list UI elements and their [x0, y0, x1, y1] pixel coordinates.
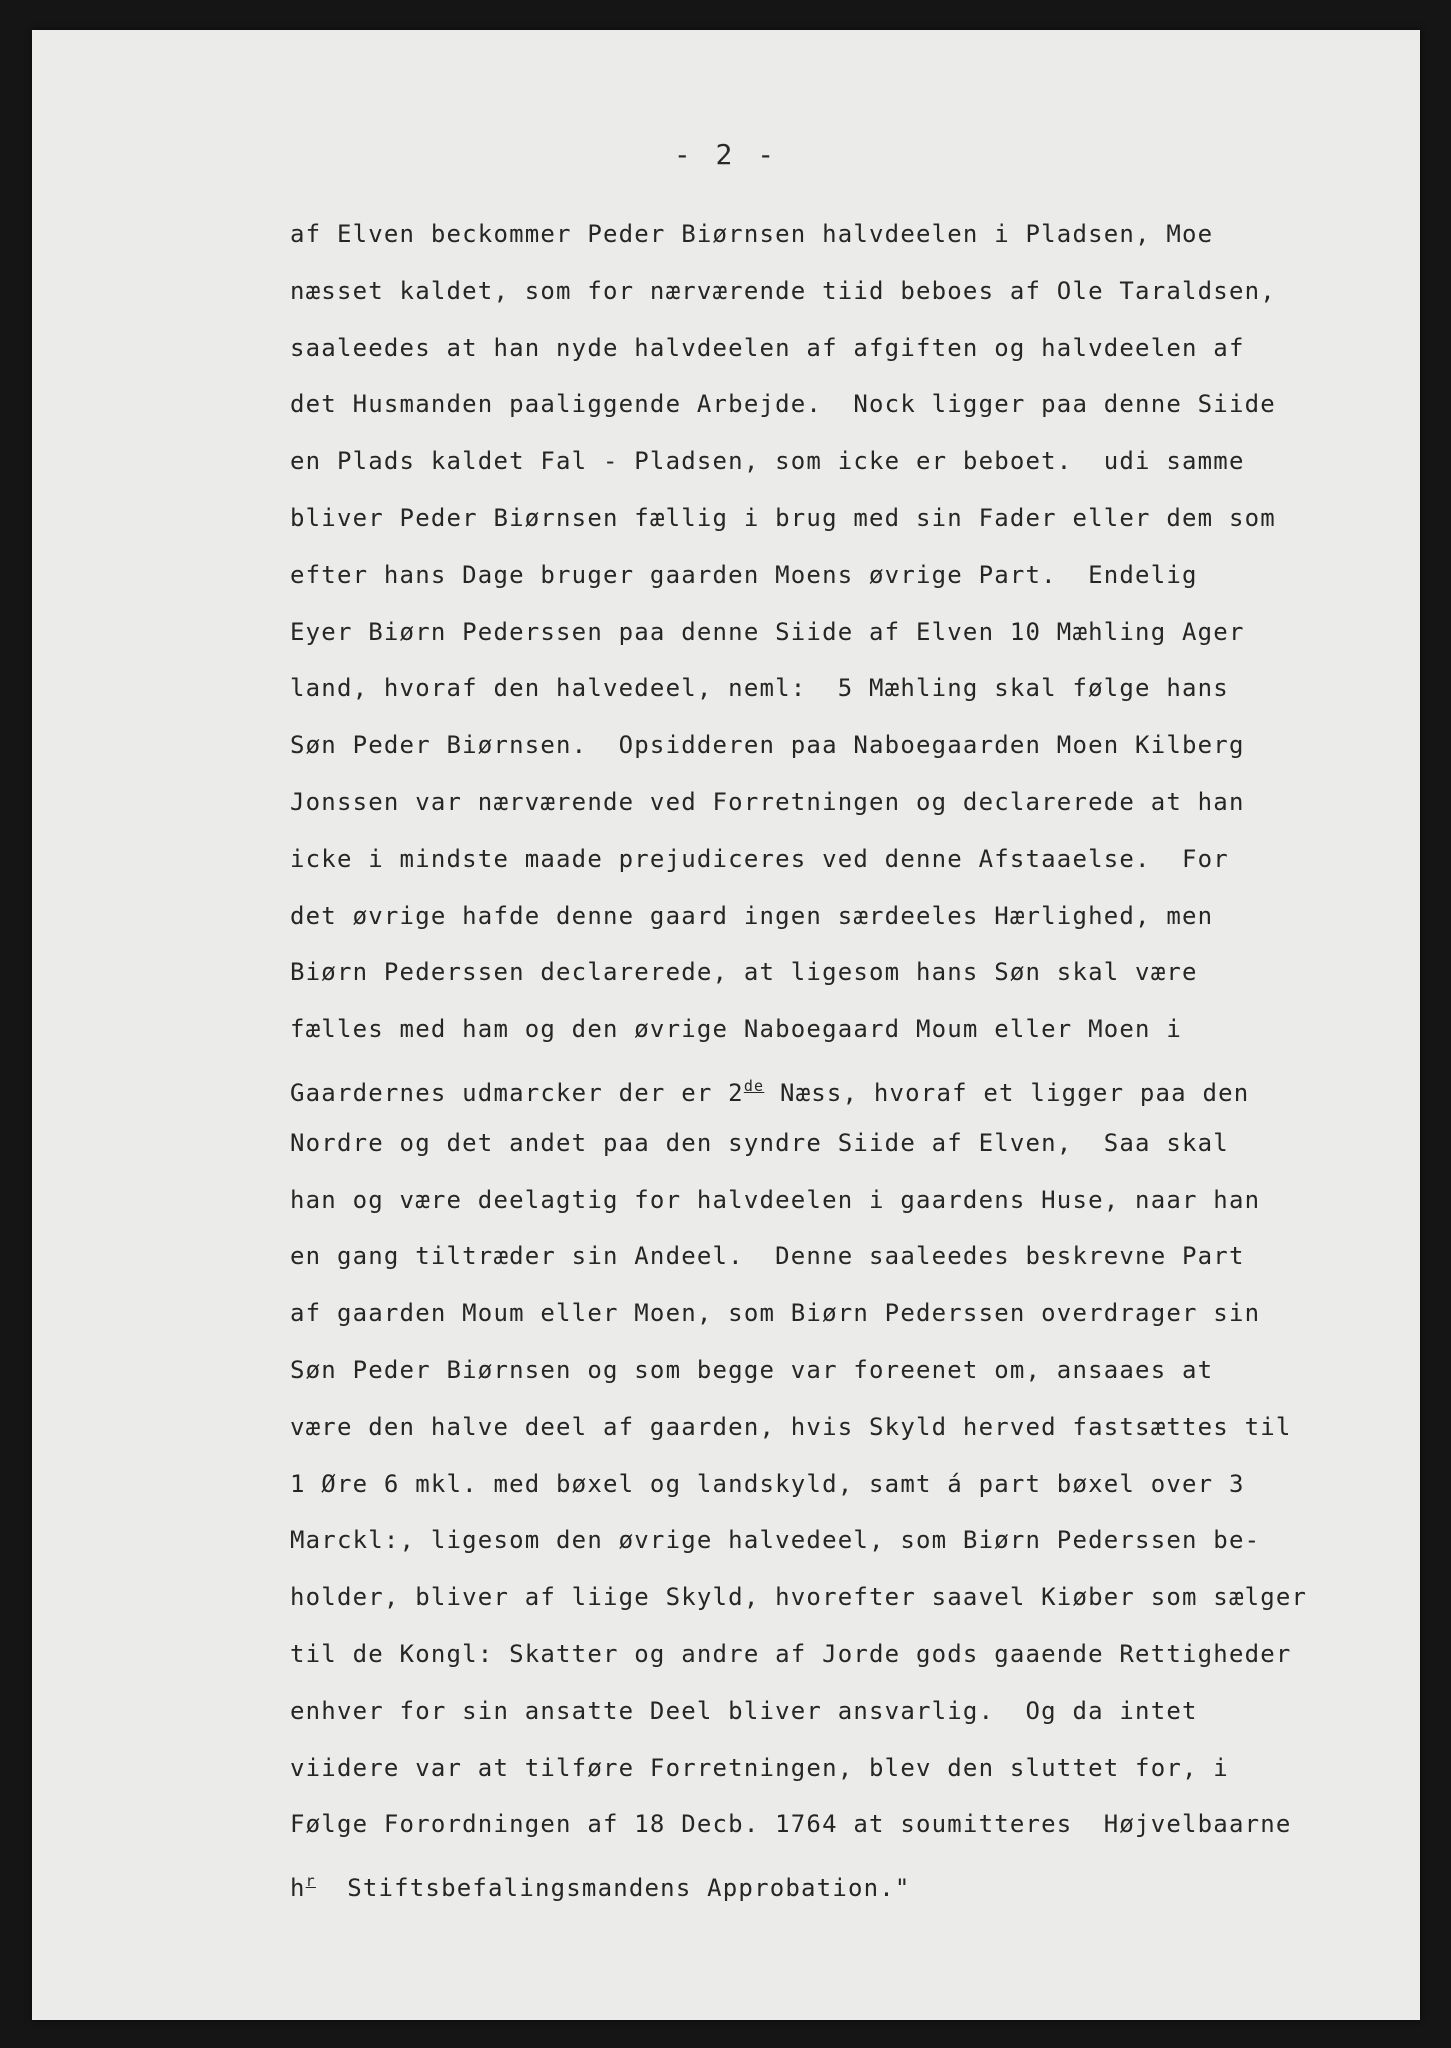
text-line-start: Gaardernes udmarcker der er 2: [290, 1078, 744, 1107]
text-line: en Plads kaldet Fal - Pladsen, som icke er beboet. udi samme: [290, 447, 1245, 476]
superscript: r: [305, 1872, 316, 1891]
typed-text-body: [290, 206, 1390, 1910]
text-line: han og være deelagtig for halvdeelen i gaardens Huse, naar han: [290, 1185, 1261, 1214]
text-line: fælles med ham og den øvrige Naboegaard Moum eller Moen i: [290, 1015, 1183, 1044]
text-line: Søn Peder Biørnsen og som begge var foreenet om, ansaaes at: [290, 1355, 1214, 1384]
text-line-end: Stiftsbefalingsmandens Approbation.": [315, 1874, 911, 1903]
text-line: enhver for sin ansatte Deel bliver ansvarlig. Og da intet: [290, 1696, 1198, 1725]
text-line: af gaarden Moum eller Moen, som Biørn Pederssen overdrager sin: [290, 1299, 1261, 1328]
text-line: til de Kongl: Skatter og andre af Jorde gods gaaende Rettigheder: [290, 1639, 1292, 1668]
text-line-with-superscript: [290, 1853, 1390, 1910]
text-line: det øvrige hafde denne gaard ingen særdeeles Hærlighed, men: [290, 901, 1214, 930]
text-line-end: Næss, hvoraf et ligger paa den: [764, 1078, 1250, 1107]
text-line: det Husmanden paaliggende Arbejde. Nock ligger paa denne Siide: [290, 390, 1276, 419]
superscript: de: [743, 1076, 765, 1095]
text-line: efter hans Dage bruger gaarden Moens øvrige Part. Endelig: [290, 560, 1198, 589]
text-line: icke i mindste maade prejudiceres ved denne Afstaaelse. For: [290, 844, 1229, 873]
text-line: Søn Peder Biørnsen. Opsidderen paa Naboegaarden Moen Kilberg: [290, 731, 1245, 760]
document-page: [32, 30, 1420, 2020]
text-line: Jonssen var nærværende ved Forretningen og declarerede at han: [290, 787, 1245, 816]
text-line-start: h: [290, 1874, 306, 1903]
text-line: næsset kaldet, som for nærværende tiid beboes af Ole Taraldsen,: [290, 276, 1276, 305]
text-line: Eyer Biørn Pederssen paa denne Siide af Elven 10 Mæhling Ager: [290, 617, 1245, 646]
text-line: Marckl:, ligesom den øvrige halvedeel, som Biørn Pederssen be-: [290, 1526, 1261, 1555]
text-line: være den halve deel af gaarden, hvis Skyld herved fastsættes til: [290, 1412, 1292, 1441]
text-line: land, hvoraf den halvedeel, neml: 5 Mæhling skal følge hans: [290, 674, 1229, 703]
text-line: viidere var at tilføre Forretningen, blev den sluttet for, i: [290, 1753, 1229, 1782]
text-line: af Elven beckommer Peder Biørnsen halvdeelen i Pladsen, Moe: [290, 220, 1214, 248]
text-line: Nordre og det andet paa den syndre Siide af Elven, Saa skal: [290, 1128, 1229, 1157]
text-line: Biørn Pederssen declarerede, at ligesom hans Søn skal være: [290, 958, 1198, 987]
text-line: en gang tiltræder sin Andeel. Denne saaleedes beskrevne Part: [290, 1242, 1245, 1271]
text-line: saaleedes at han nyde halvdeelen af afgiften og halvdeelen af: [290, 333, 1245, 362]
text-line: Følge Forordningen af 18 Decb. 1764 at soumitteres Højvelbaarne: [290, 1810, 1292, 1839]
text-line: holder, bliver af liige Skyld, hvorefter saavel Kiøber som sælger: [290, 1583, 1308, 1612]
text-line-with-superscript: [290, 1058, 1390, 1115]
text-line: 1 Øre 6 mkl. med bøxel og landskyld, samt á part bøxel over 3: [290, 1469, 1245, 1498]
text-line: bliver Peder Biørnsen fællig i brug med sin Fader eller dem som: [290, 503, 1276, 532]
page-number: - 2 -: [673, 138, 779, 171]
